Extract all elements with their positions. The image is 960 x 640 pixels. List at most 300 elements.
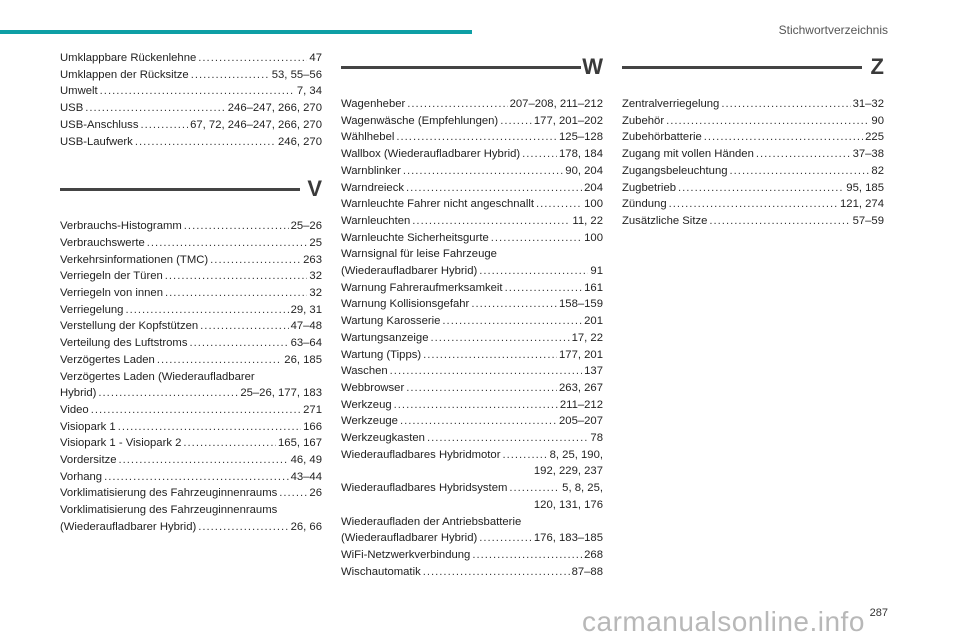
- index-entry: [622, 163, 884, 180]
- index-term: Wählhebel: [341, 131, 395, 144]
- index-entry-row: [341, 230, 603, 247]
- dot-leader: [509, 480, 560, 497]
- dot-leader: [431, 330, 570, 347]
- index-entry: [60, 352, 322, 369]
- index-term: Werkzeug: [341, 398, 392, 411]
- index-term: Wischautomatik: [341, 565, 421, 578]
- index-entry-row: [60, 83, 322, 100]
- index-page-refs: 78: [590, 432, 603, 445]
- index-term: Webbrowser: [341, 381, 405, 394]
- index-term-line: Wiederaufladen der Antriebsbatterie: [341, 515, 522, 528]
- index-entry-row: [60, 419, 322, 436]
- index-term: Wiederaufladbares Hybridmotor: [341, 448, 501, 461]
- dot-leader: [147, 235, 308, 252]
- dot-leader: [505, 280, 583, 297]
- dot-leader: [189, 335, 288, 352]
- index-term: Zündung: [622, 198, 667, 211]
- index-page-refs: 53, 55–56: [271, 68, 322, 81]
- dot-leader: [756, 146, 851, 163]
- index-entry-row: [341, 146, 603, 163]
- page-number: 287: [869, 607, 888, 619]
- index-page-refs: 26, 66: [290, 520, 322, 533]
- index-page-refs: 5, 8, 25,: [562, 482, 603, 495]
- index-term: Vordersitze: [60, 454, 117, 467]
- index-entry-row: [341, 163, 603, 180]
- dot-leader: [85, 100, 226, 117]
- index-entry-row: [60, 335, 322, 352]
- index-page-refs: 26, 185: [284, 353, 322, 366]
- dot-leader: [165, 285, 307, 302]
- index-entry: [341, 413, 603, 430]
- index-term: Visiopark 1 - Visiopark 2: [60, 437, 182, 450]
- index-entry-row: [60, 302, 322, 319]
- index-entry-row: [60, 268, 322, 285]
- index-term: Umwelt: [60, 85, 98, 98]
- index-page-refs: 158–159: [559, 298, 603, 311]
- index-page-refs: 43–44: [290, 470, 322, 483]
- index-entry: [60, 302, 322, 319]
- index-term: Umklappen der Rücksitze: [60, 68, 189, 81]
- index-page-refs: 25–26: [290, 220, 322, 233]
- index-entry-row: [60, 318, 322, 335]
- index-entry-row: [341, 564, 603, 581]
- index-term: Zubehörbatterie: [622, 131, 702, 144]
- dot-leader: [198, 519, 288, 536]
- index-entry: [341, 514, 603, 547]
- index-entry: [60, 67, 322, 84]
- index-entry-row: [341, 480, 603, 497]
- index-term: Verbrauchswerte: [60, 236, 145, 249]
- dot-leader: [669, 196, 838, 213]
- index-entry-row: [341, 330, 603, 347]
- index-page-refs: 201: [584, 315, 603, 328]
- dot-leader: [709, 213, 850, 230]
- index-entry: [60, 218, 322, 235]
- index-term: Warnblinker: [341, 164, 401, 177]
- index-page-refs: 246–247, 266, 270: [227, 102, 322, 115]
- dot-leader: [400, 413, 557, 430]
- index-section: [622, 50, 884, 230]
- index-term: (Wiederaufladbarer Hybrid): [341, 265, 478, 278]
- dot-leader: [198, 50, 307, 67]
- index-page-refs: 204: [584, 181, 603, 194]
- index-page-refs: 263, 267: [559, 381, 603, 394]
- index-entry-row: [622, 163, 884, 180]
- index-entry: [60, 268, 322, 285]
- index-page-refs: 47–48: [290, 320, 322, 333]
- index-term: Warndreieck: [341, 181, 404, 194]
- index-entry-row: [341, 547, 603, 564]
- index-entry: [60, 83, 322, 100]
- index-entry: [341, 163, 603, 180]
- index-term: Verteilung des Luftstroms: [60, 337, 188, 350]
- index-entry-row: [60, 285, 322, 302]
- index-term: Wartung (Tipps): [341, 348, 422, 361]
- index-entry-row: [341, 129, 603, 146]
- index-page-refs: 161: [584, 281, 603, 294]
- index-entry-row: [60, 402, 322, 419]
- index-term: Vorklimatisierung des Fahrzeuginnenraums: [60, 487, 278, 500]
- index-term: Zugbetrieb: [622, 181, 677, 194]
- section-letter: Z: [870, 54, 884, 79]
- index-entry-row: [60, 50, 322, 67]
- index-entry-row: [341, 296, 603, 313]
- dot-leader: [522, 146, 557, 163]
- index-entry-row: [341, 397, 603, 414]
- index-page-refs: 178, 184: [559, 148, 603, 161]
- index-entry-row: [341, 347, 603, 364]
- index-entry: [622, 129, 884, 146]
- index-page-refs: 87–88: [571, 565, 603, 578]
- index-entry: [341, 430, 603, 447]
- index-entry-row: [341, 530, 603, 547]
- index-page-refs-continued: 192, 229, 237: [533, 465, 603, 478]
- index-entry-row: [341, 380, 603, 397]
- index-entry-row: [341, 263, 603, 280]
- index-entry-row: [60, 67, 322, 84]
- section-divider: [622, 66, 862, 69]
- index-term: Warnung Fahreraufmerksamkeit: [341, 281, 503, 294]
- dot-leader: [407, 96, 507, 113]
- dot-leader: [183, 435, 276, 452]
- index-entry-row: [622, 113, 884, 130]
- index-entry: [60, 235, 322, 252]
- index-page-refs: 11, 22: [572, 214, 603, 227]
- index-entry-row: [622, 213, 884, 230]
- index-term: Werkzeugkasten: [341, 432, 425, 445]
- index-term: Verbrauchs-Histogramm: [60, 220, 182, 233]
- dot-leader: [721, 96, 850, 113]
- index-term: Verkehrsinformationen (TMC): [60, 253, 209, 266]
- section-divider: [341, 66, 581, 69]
- dot-leader: [442, 313, 582, 330]
- index-entry: [341, 213, 603, 230]
- index-entry: [622, 146, 884, 163]
- dot-leader: [91, 402, 301, 419]
- index-page-refs: 37–38: [852, 148, 884, 161]
- index-term: Verriegelung: [60, 303, 124, 316]
- index-page-refs: 47: [309, 52, 322, 64]
- index-page-refs: 26: [309, 487, 322, 500]
- index-term: Wiederaufladbares Hybridsystem: [341, 482, 508, 495]
- index-entry-row: [60, 435, 322, 452]
- dot-leader: [406, 380, 557, 397]
- index-entry: [622, 213, 884, 230]
- index-term: Warnleuchten: [341, 214, 411, 227]
- index-page-refs: 207–208, 211–212: [509, 98, 603, 110]
- section-letter: W: [582, 54, 603, 79]
- index-entry: [341, 397, 603, 414]
- index-page-refs: 95, 185: [846, 181, 884, 194]
- index-term: USB: [60, 102, 84, 115]
- index-term: Visiopark 1: [60, 420, 116, 433]
- dot-leader: [104, 469, 288, 486]
- index-page-refs: 31–32: [852, 98, 884, 110]
- index-page-refs: 121, 274: [840, 198, 884, 211]
- dot-leader: [678, 180, 844, 197]
- section-header: [60, 172, 322, 212]
- index-entry: [60, 318, 322, 335]
- index-entry-row: [341, 280, 603, 297]
- index-section: [60, 50, 322, 150]
- index-entry-row: [341, 363, 603, 380]
- index-entry-row: [341, 313, 603, 330]
- dot-leader: [730, 163, 870, 180]
- index-entry: [60, 502, 322, 535]
- dot-leader: [500, 113, 532, 130]
- index-entry: [60, 485, 322, 502]
- index-page-refs: 46, 49: [290, 454, 322, 467]
- index-term: (Wiederaufladbarer Hybrid): [60, 520, 197, 533]
- index-page-refs: 7, 34: [296, 85, 322, 98]
- index-entry: [341, 196, 603, 213]
- index-page-refs: 263: [303, 253, 322, 266]
- index-entry: [60, 252, 322, 269]
- index-page-refs: 176, 183–185: [533, 532, 603, 545]
- index-page-refs: 211–212: [559, 398, 603, 411]
- index-entry: [341, 380, 603, 397]
- dot-leader: [135, 134, 276, 151]
- index-page-refs: 82: [871, 164, 884, 177]
- index-entry: [341, 129, 603, 146]
- index-term: Zugangsbeleuchtung: [622, 164, 728, 177]
- index-page-refs: 8, 25, 190,: [549, 448, 603, 461]
- index-entry-row: [60, 352, 322, 369]
- index-term: (Wiederaufladbarer Hybrid): [341, 532, 478, 545]
- index-entry: [60, 117, 322, 134]
- index-entry: [341, 230, 603, 247]
- dot-leader: [666, 113, 869, 130]
- index-term: Waschen: [341, 365, 388, 378]
- index-term: Zentralverriegelung: [622, 98, 720, 110]
- index-entry-row: [622, 196, 884, 213]
- index-page-refs: 32: [309, 287, 322, 300]
- index-entry: [60, 50, 322, 67]
- header-accent-bar: [0, 30, 472, 34]
- index-entry: [341, 564, 603, 581]
- section-letter: V: [307, 176, 322, 202]
- dot-leader: [390, 363, 582, 380]
- dot-leader: [412, 213, 570, 230]
- index-term: Zusätzliche Sitze: [622, 214, 708, 227]
- index-term: Werkzeuge: [341, 415, 398, 428]
- index-term: WiFi-Netzwerkverbindung: [341, 548, 471, 561]
- index-term: Zugang mit vollen Händen: [622, 148, 754, 161]
- index-page-refs: 137: [584, 365, 603, 378]
- watermark-text: carmanualsonline.info: [582, 606, 865, 637]
- index-entry-row: [60, 117, 322, 134]
- dot-leader: [98, 385, 238, 402]
- index-entry: [341, 296, 603, 313]
- dot-leader: [491, 230, 582, 247]
- dot-leader: [403, 163, 563, 180]
- index-term-line: Vorklimatisierung des Fahrzeuginnenraums: [60, 504, 278, 517]
- index-page-refs: 100: [584, 198, 603, 211]
- index-page-refs: 63–64: [290, 337, 322, 350]
- index-page-refs: 166: [303, 420, 322, 433]
- dot-leader: [423, 347, 557, 364]
- index-entry: [60, 369, 322, 402]
- index-page-refs: 57–59: [852, 214, 884, 227]
- index-term: Warnleuchte Sicherheitsgurte: [341, 231, 489, 244]
- index-entry: [341, 246, 603, 279]
- index-page-refs: 268: [584, 548, 603, 561]
- index-entry: [622, 180, 884, 197]
- index-entry: [60, 335, 322, 352]
- index-entry-row: [341, 413, 603, 430]
- dot-leader: [200, 318, 288, 335]
- index-term: Hybrid): [60, 387, 97, 400]
- index-term: Zubehör: [622, 114, 665, 127]
- index-section: [341, 50, 603, 580]
- section-header: [622, 50, 884, 90]
- index-page-refs: 67, 72, 246–247, 266, 270: [190, 118, 322, 131]
- index-page-refs: 100: [584, 231, 603, 244]
- index-term-line: Warnsignal für leise Fahrzeuge: [341, 248, 497, 261]
- index-entry: [341, 280, 603, 297]
- index-term: Warnung Kollisionsgefahr: [341, 298, 470, 311]
- index-entry: [341, 547, 603, 564]
- index-entry: [60, 134, 322, 151]
- dot-leader: [472, 547, 582, 564]
- index-page-refs: 17, 22: [571, 331, 603, 344]
- dot-leader: [140, 117, 188, 134]
- dot-leader: [157, 352, 282, 369]
- index-page-refs: 25–26, 177, 183: [240, 387, 322, 400]
- index-entry-row: [60, 134, 322, 151]
- index-term: Wagenwäsche (Empfehlungen): [341, 114, 499, 127]
- index-term-line: Verzögertes Laden (Wiederaufladbarer: [60, 370, 255, 383]
- index-entry-row: [60, 235, 322, 252]
- dot-leader: [471, 296, 557, 313]
- index-entry: [341, 330, 603, 347]
- index-entry-row: [341, 430, 603, 447]
- index-page-refs: 25: [309, 236, 322, 249]
- dot-leader: [536, 196, 582, 213]
- index-term: Verzögertes Laden: [60, 353, 155, 366]
- index-entry: [622, 196, 884, 213]
- index-entry-row: [60, 519, 322, 536]
- index-entry: [341, 363, 603, 380]
- index-entry: [341, 146, 603, 163]
- dot-leader: [704, 129, 863, 146]
- index-term: Wartung Karosserie: [341, 315, 441, 328]
- index-entry: [622, 96, 884, 113]
- index-entry: [60, 100, 322, 117]
- index-term: USB-Laufwerk: [60, 135, 133, 148]
- index-page-refs: 125–128: [559, 131, 603, 144]
- section-header: [341, 50, 603, 90]
- dot-leader: [125, 302, 288, 319]
- dot-leader: [396, 129, 557, 146]
- dot-leader: [479, 263, 588, 280]
- index-entry-row: [341, 447, 603, 464]
- index-column-2: [341, 50, 603, 580]
- index-term: Wartungsanzeige: [341, 331, 429, 344]
- page-header-title: Stichwortverzeichnis: [778, 23, 888, 37]
- index-page-refs: 90, 204: [565, 164, 603, 177]
- dot-leader: [394, 397, 558, 414]
- index-entry-row: [341, 96, 603, 113]
- index-page-refs-continued: 120, 131, 176: [533, 498, 603, 511]
- index-entry-row: [60, 485, 322, 502]
- index-page-refs: 91: [590, 265, 603, 278]
- index-term: Verstellung der Kopfstützen: [60, 320, 199, 333]
- dot-leader: [118, 419, 301, 436]
- index-entry-row: [60, 452, 322, 469]
- index-term: Umklappbare Rückenlehne: [60, 52, 197, 64]
- index-page-refs: 165, 167: [278, 437, 322, 450]
- index-entry: [341, 313, 603, 330]
- index-page-refs: 177, 201: [559, 348, 603, 361]
- index-entry-row: [60, 385, 322, 402]
- index-entry: [341, 96, 603, 113]
- dot-leader: [165, 268, 308, 285]
- index-entry: [341, 480, 603, 513]
- index-entry-row: [341, 113, 603, 130]
- index-entry-row: [341, 196, 603, 213]
- index-entry: [60, 452, 322, 469]
- index-page-refs: 271: [303, 403, 322, 416]
- index-term: Wallbox (Wiederaufladbarer Hybrid): [341, 148, 521, 161]
- index-entry: [60, 285, 322, 302]
- index-term: Warnleuchte Fahrer nicht angeschnallt: [341, 198, 534, 211]
- index-page-refs: 32: [309, 270, 322, 283]
- index-entry-row: [622, 180, 884, 197]
- dot-leader: [427, 430, 588, 447]
- index-term: Verriegeln der Türen: [60, 270, 163, 283]
- index-page-refs: 225: [865, 131, 884, 144]
- index-entry: [60, 469, 322, 486]
- index-page-refs: 90: [871, 114, 884, 127]
- index-entry-row: [622, 96, 884, 113]
- index-entry: [341, 447, 603, 480]
- dot-leader: [479, 530, 532, 547]
- index-column-1: [60, 50, 322, 536]
- index-term: Wagenheber: [341, 98, 406, 110]
- index-entry-row: [622, 129, 884, 146]
- index-entry: [60, 402, 322, 419]
- index-term: Video: [60, 403, 89, 416]
- index-entry-row: [60, 218, 322, 235]
- dot-leader: [119, 452, 289, 469]
- dot-leader: [210, 252, 301, 269]
- index-entry-row: [60, 469, 322, 486]
- dot-leader: [406, 180, 582, 197]
- index-entry: [60, 435, 322, 452]
- index-term: USB-Anschluss: [60, 118, 139, 131]
- index-entry-row: [60, 252, 322, 269]
- index-entry: [60, 419, 322, 436]
- index-page-refs: 177, 201–202: [533, 114, 603, 127]
- index-section: [60, 172, 322, 535]
- index-page-refs: 29, 31: [290, 303, 322, 316]
- index-term: Vorhang: [60, 470, 103, 483]
- dot-leader: [184, 218, 289, 235]
- section-divider: [60, 188, 300, 191]
- index-entry-row: [622, 146, 884, 163]
- dot-leader: [100, 83, 295, 100]
- dot-leader: [279, 485, 307, 502]
- index-entry: [341, 347, 603, 364]
- index-page-refs: 205–207: [559, 415, 603, 428]
- dot-leader: [502, 447, 547, 464]
- dot-leader: [191, 67, 270, 84]
- dot-leader: [423, 564, 570, 581]
- index-entry: [341, 113, 603, 130]
- index-entry-row: [60, 100, 322, 117]
- index-entry-row: [341, 213, 603, 230]
